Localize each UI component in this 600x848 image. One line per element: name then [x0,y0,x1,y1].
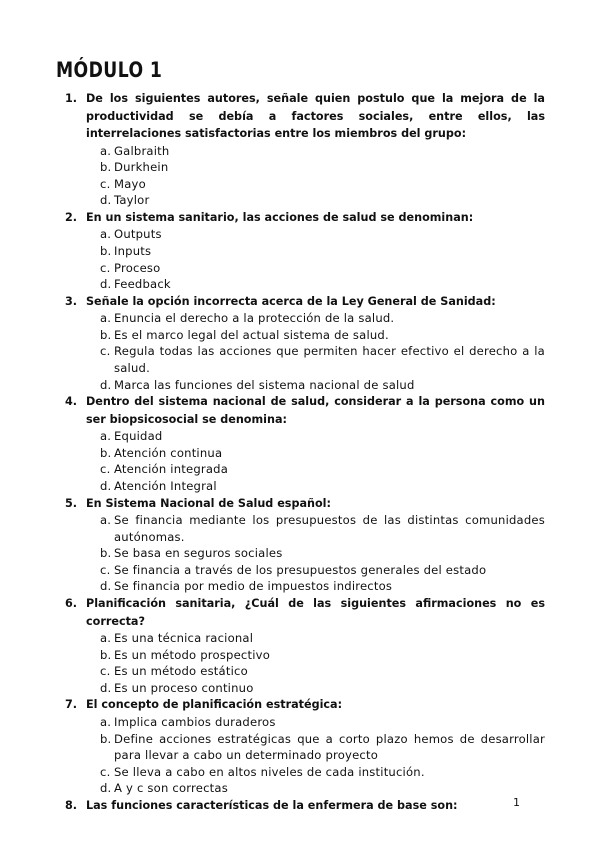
question-number: 4. [65,395,78,409]
question-4 [65,393,545,494]
question-1 [65,90,545,209]
question-text [65,393,545,428]
question-body: Las funciones características de la enfermera de base son: [86,798,458,812]
option-letter: c. [100,562,111,577]
option-item [100,578,545,595]
option-letter: c. [100,664,111,679]
option-item [100,226,545,243]
question-number: 5. [65,496,78,510]
option-item [100,159,545,176]
option-item [100,545,545,562]
option-text: Atención Integral [114,479,217,493]
option-list [65,428,545,494]
option-item [100,764,545,781]
option-text: Se basa en seguros sociales [114,546,283,561]
option-letter: d. [100,479,112,493]
question-body: Planificación sanitaria, ¿Cuál de las siguientes afirmaciones no es correcta? [86,597,545,628]
option-item [100,260,545,277]
question-number: 8. [65,798,78,812]
question-text [65,696,545,714]
option-text: Proceso [114,260,161,275]
option-letter: a. [100,631,112,646]
question-text [65,595,545,630]
option-letter: d. [100,781,112,796]
option-item [100,663,545,680]
question-5 [65,495,545,595]
option-text: Marca las funciones del sistema nacional de salud [114,377,415,392]
option-text: Mayo [114,176,146,191]
option-letter: b. [100,445,112,460]
question-6 [65,595,545,696]
option-letter: d. [100,277,112,292]
option-text: Feedback [114,277,171,292]
option-letter: d. [100,193,112,208]
option-item [100,243,545,260]
option-text: Galbraith [114,143,170,158]
question-number: 6. [65,597,78,611]
option-letter: b. [100,327,112,342]
option-item [100,562,545,579]
option-letter: a. [100,143,112,158]
question-2 [65,209,545,293]
question-text [65,495,545,513]
question-body: En un sistema sanitario, las acciones de salud se denominan: [86,210,474,224]
option-text: A y c son correctas [114,781,228,796]
option-letter: b. [100,647,112,662]
option-text: Implica cambios duraderos [114,714,276,729]
question-number: 7. [65,698,78,712]
option-item [100,647,545,664]
option-text: Atención integrada [114,462,229,477]
option-item [100,343,545,376]
question-7 [65,696,545,796]
option-letter: a. [100,714,112,729]
option-text: Se financia mediante los presupuestos de las distintas comunidades autónomas. [114,513,545,544]
option-text: Equidad [114,429,163,444]
option-item [100,176,545,193]
option-item [100,143,545,160]
question-body: Señale la opción incorrecta acerca de la Ley General de Sanidad: [86,294,496,308]
question-text [65,209,545,227]
option-item [100,310,545,327]
option-letter: c. [100,176,111,191]
option-text: Taylor [114,193,150,208]
option-text: Outputs [114,227,162,242]
option-item [100,327,545,344]
option-text: Es un método prospectivo [114,647,271,662]
question-number: 1. [65,92,78,105]
option-item [100,377,545,394]
page-number: 1 [513,796,520,809]
option-text: Es un proceso continuo [114,680,254,695]
option-letter: a. [100,429,112,444]
question-body: Dentro del sistema nacional de salud, considerar a la persona como un ser biopsicosocial se denomina: [86,395,545,426]
option-letter: c. [100,260,111,275]
option-item [100,461,545,478]
question-text [65,293,545,311]
option-text: Enuncia el derecho a la protección de la salud. [114,311,395,326]
option-text: Se lleva a cabo en altos niveles de cada institución. [114,764,425,779]
option-list [65,630,545,696]
option-item [100,192,545,209]
option-text: Es un método estático [114,664,248,679]
option-text: Durkhein [114,160,169,175]
option-item [100,445,545,462]
option-letter: a. [100,513,112,528]
option-text: Regula todas las acciones que permiten hacer efectivo el derecho a la salud. [114,344,545,376]
option-item [100,276,545,293]
question-body: El concepto de planificación estratégica: [86,698,343,712]
option-text: Se financia por medio de impuestos indirectos [114,579,393,594]
question-body: En Sistema Nacional de Salud español: [86,496,331,510]
option-list [65,226,545,292]
option-letter: c. [100,344,111,359]
option-text: Inputs [114,243,152,258]
option-text: Se financia a través de los presupuestos generales del estado [114,562,487,577]
option-item [100,780,545,797]
question-number: 2. [65,210,78,224]
option-item [100,680,545,697]
option-letter: b. [100,731,112,746]
option-letter: d. [100,579,112,594]
option-list [65,512,545,595]
option-text: Es el marco legal del actual sistema de salud. [114,327,389,342]
option-letter: a. [100,227,112,242]
page-title: MÓDULO 1 [56,58,163,82]
question-8 [65,797,545,815]
option-letter: b. [100,160,112,175]
question-list [65,90,545,814]
option-list [65,310,545,393]
option-list [65,143,545,209]
option-letter: c. [100,764,111,779]
option-letter: b. [100,546,112,561]
option-item [100,731,545,764]
option-item [100,428,545,445]
question-number: 3. [65,294,78,308]
option-item [100,512,545,545]
option-letter: a. [100,311,112,326]
question-3 [65,293,545,393]
option-item [100,714,545,731]
question-text [65,797,545,815]
option-item [100,630,545,647]
option-letter: b. [100,243,112,258]
option-list [65,714,545,797]
option-letter: c. [100,462,111,477]
option-text: Es una técnica racional [114,631,254,646]
option-text: Atención continua [114,445,223,460]
option-letter: d. [100,680,112,695]
option-text: Define acciones estratégicas que a corto plazo hemos de desarrollar para llevar a cabo un determinado proyecto [114,731,545,763]
question-body: De los siguientes autores, señale quien postulo que la mejora de la productividad se debía a factores sociales, entre ellos, las interrelaciones satisfactorias entre los miembros del grupo: [86,92,545,140]
question-text [65,90,545,143]
option-letter: d. [100,377,112,392]
option-item [100,478,545,495]
